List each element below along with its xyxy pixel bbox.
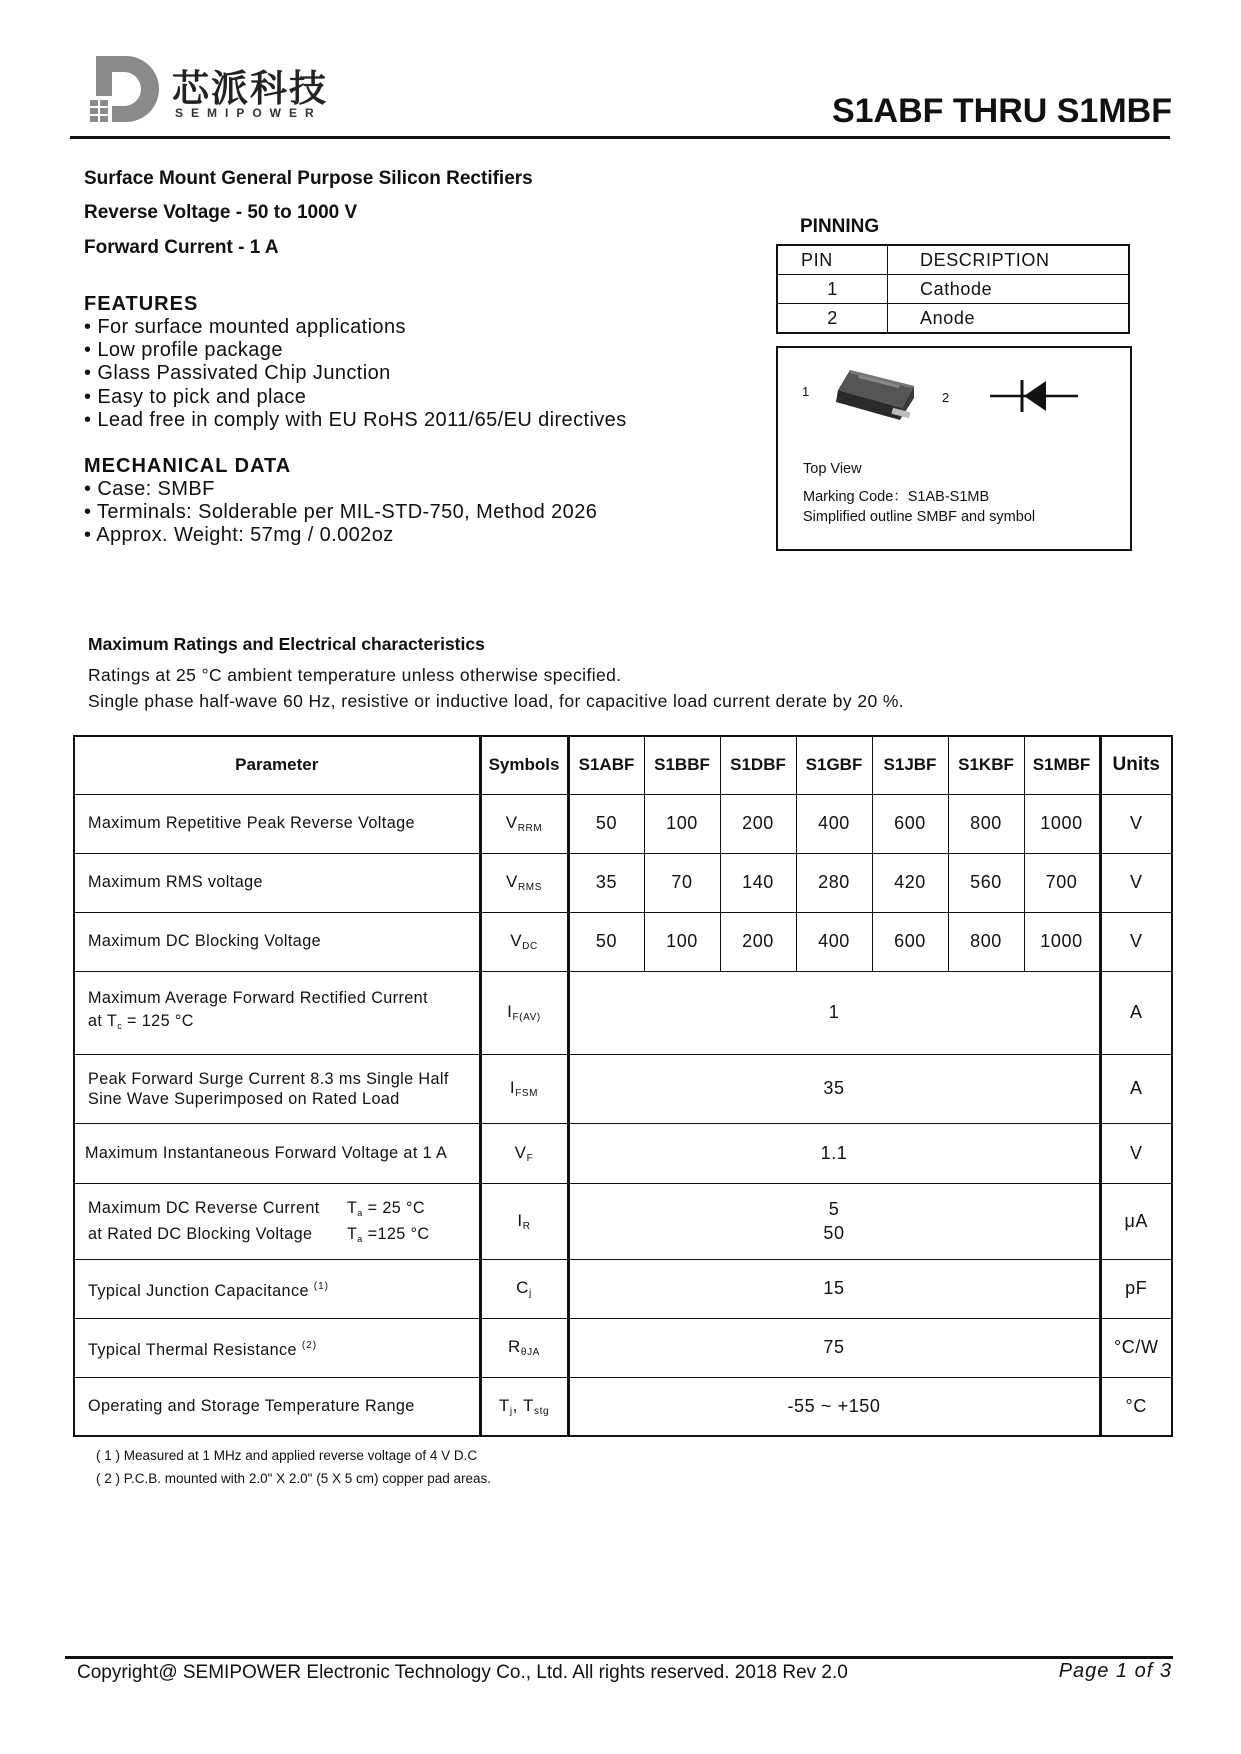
intro-forward-current: Forward Current - 1 A xyxy=(84,237,279,258)
parameter-cell: Maximum DC Blocking Voltage xyxy=(74,912,480,971)
pin-header: PIN xyxy=(777,245,888,275)
table-row xyxy=(74,794,1172,853)
value-cell: 1.1 xyxy=(568,1123,1100,1183)
symbol-cell: $T_j$, $T_{stg}$ xyxy=(480,1377,568,1436)
value-cell: 420 xyxy=(872,853,948,912)
footnote: ( 1 ) Measured at 1 MHz and applied reverse voltage of 4 V D.C xyxy=(96,1448,478,1463)
smbf-package-icon xyxy=(828,362,918,428)
parameter-header: Parameter xyxy=(74,736,480,794)
footnote: ( 2 ) P.C.B. mounted with 2.0" X 2.0" (5 X 5 cm) copper pad areas. xyxy=(96,1471,492,1486)
symbol-cell: $V_{DC}$ xyxy=(480,912,568,971)
ratings-condition: Single phase half-wave 60 Hz, resistive or inductive load, for capacitive load current derate by 20 %. xyxy=(88,691,905,711)
value-cell: 200 xyxy=(720,794,796,853)
symbol-cell: $I_{F(AV)}$ xyxy=(480,971,568,1054)
symbol-cell: $I_{FSM}$ xyxy=(480,1054,568,1123)
pin-description: Cathode xyxy=(888,275,1130,304)
unit-cell: °C xyxy=(1100,1377,1172,1436)
parameter-cell: Maximum RMS voltage xyxy=(74,853,480,912)
header-divider xyxy=(70,136,1170,139)
symbol-cell: $V_{RRM}$ xyxy=(480,794,568,853)
units-header: Units xyxy=(1100,736,1172,794)
value-cell: 5 50 xyxy=(568,1183,1100,1259)
unit-cell: °C/W xyxy=(1100,1318,1172,1377)
table-row xyxy=(74,1183,1172,1259)
parameter-cell: Typical Thermal Resistance $^{(2)}$ xyxy=(74,1318,480,1377)
value-cell: 600 xyxy=(872,794,948,853)
feature-item: • Glass Passivated Chip Junction xyxy=(84,362,627,385)
pin1-label: 1 xyxy=(802,384,810,399)
feature-item: • Lead free in comply with EU RoHS 2011/65/EU directives xyxy=(84,409,627,432)
table-header-row xyxy=(74,736,1172,794)
table-row xyxy=(74,1123,1172,1183)
ratings-condition: Ratings at 25 °C ambient temperature unless otherwise specified. xyxy=(88,665,622,685)
value-cell: 15 xyxy=(568,1259,1100,1318)
value-cell: 560 xyxy=(948,853,1024,912)
value-cell: 1 xyxy=(568,971,1100,1054)
marking-code-note: Marking Code：S1AB-S1MB xyxy=(803,489,990,505)
value-cell: 100 xyxy=(644,794,720,853)
part-header: S1BBF xyxy=(644,736,720,794)
parameter-cell: Typical Junction Capacitance $^{(1)}$ xyxy=(74,1259,480,1318)
mechanical-item: • Approx. Weight: 57mg / 0.002oz xyxy=(84,524,597,547)
part-header: S1JBF xyxy=(872,736,948,794)
feature-item: • For surface mounted applications xyxy=(84,316,627,339)
value-cell: 100 xyxy=(644,912,720,971)
value-cell: 200 xyxy=(720,912,796,971)
condition-25c: $T_a = 25$ °C xyxy=(347,1198,426,1218)
parameter-cell: Maximum Instantaneous Forward Voltage at 1 A xyxy=(74,1123,480,1183)
symbol-cell: $V_{RMS}$ xyxy=(480,853,568,912)
parameter-cell: Operating and Storage Temperature Range xyxy=(74,1377,480,1436)
unit-cell: V xyxy=(1100,912,1172,971)
pin-number: 1 xyxy=(777,275,888,304)
diode-symbol-icon xyxy=(988,376,1080,416)
brand-name-chinese: 芯派科技 xyxy=(172,68,328,109)
unit-cell: pF xyxy=(1100,1259,1172,1318)
unit-cell: μA xyxy=(1100,1183,1172,1259)
parameter-cell: Maximum Average Forward Rectified Current at $T_c = 125$ °C xyxy=(74,971,480,1054)
feature-item: • Low profile package xyxy=(84,339,627,362)
unit-cell: V xyxy=(1100,794,1172,853)
features-heading: FEATURES xyxy=(84,293,199,315)
table-row xyxy=(74,912,1172,971)
value-cell: 800 xyxy=(948,912,1024,971)
value-cell: 800 xyxy=(948,794,1024,853)
ratings-heading: Maximum Ratings and Electrical characteristics xyxy=(88,634,485,654)
mechanical-item: • Case: SMBF xyxy=(84,478,597,501)
value-cell: 70 xyxy=(644,853,720,912)
symbol-cell: $V_F$ xyxy=(480,1123,568,1183)
symbols-header: Symbols xyxy=(480,736,568,794)
value-cell: 50 xyxy=(568,794,644,853)
value-cell: 280 xyxy=(796,853,872,912)
value-cell: 1000 xyxy=(1024,794,1100,853)
intro-description: Surface Mount General Purpose Silicon Rectifiers xyxy=(84,168,533,189)
outline-note: Simplified outline SMBF and symbol xyxy=(803,509,1036,525)
table-row xyxy=(74,1377,1172,1436)
unit-cell: A xyxy=(1100,1054,1172,1123)
ratings-table xyxy=(73,735,1173,1437)
company-logo xyxy=(88,50,328,130)
pinning-header-row xyxy=(777,245,1129,275)
value-cell: 600 xyxy=(872,912,948,971)
pin-description: Anode xyxy=(888,304,1130,334)
pinning-heading: PINNING xyxy=(800,216,880,237)
pinning-row xyxy=(777,304,1129,334)
table-row xyxy=(74,1318,1172,1377)
page-number: Page 1 of 3 xyxy=(1058,1660,1172,1682)
pinning-row xyxy=(777,275,1129,304)
parameter-cell: Peak Forward Surge Current 8.3 ms Single Half Sine Wave Superimposed on Rated Load xyxy=(74,1054,480,1123)
description-header: DESCRIPTION xyxy=(888,245,1130,275)
part-header: S1ABF xyxy=(568,736,644,794)
value-cell: -55 ~ +150 xyxy=(568,1377,1100,1436)
unit-cell: A xyxy=(1100,971,1172,1054)
feature-item: • Easy to pick and place xyxy=(84,386,627,409)
intro-reverse-voltage: Reverse Voltage - 50 to 1000 V xyxy=(84,202,358,223)
value-cell: 400 xyxy=(796,912,872,971)
unit-cell: V xyxy=(1100,853,1172,912)
condition-125c: $T_a =125$ °C xyxy=(347,1224,430,1244)
footer-divider xyxy=(65,1656,1173,1659)
top-view-note: Top View xyxy=(803,461,862,477)
value-cell: 700 xyxy=(1024,853,1100,912)
semipower-logo-icon xyxy=(88,52,160,126)
unit-cell: V xyxy=(1100,1123,1172,1183)
parameter-cell: Maximum Repetitive Peak Reverse Voltage xyxy=(74,794,480,853)
table-row xyxy=(74,1259,1172,1318)
pin2-label: 2 xyxy=(942,390,950,405)
part-header: S1DBF xyxy=(720,736,796,794)
value-cell: 75 xyxy=(568,1318,1100,1377)
features-list xyxy=(84,316,627,432)
mechanical-data-heading: MECHANICAL DATA xyxy=(84,455,292,477)
value-cell: 35 xyxy=(568,853,644,912)
value-cell: 50 xyxy=(568,912,644,971)
table-row xyxy=(74,1054,1172,1123)
copyright-text: Copyright@ SEMIPOWER Electronic Technology Co., Ltd. All rights reserved. 2018 Rev 2.0 xyxy=(77,1662,848,1683)
mechanical-data-list xyxy=(84,478,597,548)
value-cell: 1000 xyxy=(1024,912,1100,971)
document-title: S1ABF THRU S1MBF xyxy=(831,92,1172,130)
mechanical-item: • Terminals: Solderable per MIL-STD-750, Method 2026 xyxy=(84,501,597,524)
value-cell: 400 xyxy=(796,794,872,853)
pin-number: 2 xyxy=(777,304,888,334)
symbol-cell: $C_j$ xyxy=(480,1259,568,1318)
pinning-table xyxy=(776,244,1130,334)
brand-name-english: SEMIPOWER xyxy=(175,106,322,120)
parameter-cell: Maximum DC Reverse Current at Rated DC Blocking Voltage $T_a = 25$ °C $T_a =125$ °C xyxy=(74,1183,480,1259)
table-row xyxy=(74,853,1172,912)
part-header: S1MBF xyxy=(1024,736,1100,794)
part-header: S1GBF xyxy=(796,736,872,794)
part-header: S1KBF xyxy=(948,736,1024,794)
symbol-cell: $R_{\theta JA}$ xyxy=(480,1318,568,1377)
table-row xyxy=(74,971,1172,1054)
package-outline-box xyxy=(776,346,1132,551)
value-cell: 140 xyxy=(720,853,796,912)
symbol-cell: $I_R$ xyxy=(480,1183,568,1259)
value-cell: 35 xyxy=(568,1054,1100,1123)
